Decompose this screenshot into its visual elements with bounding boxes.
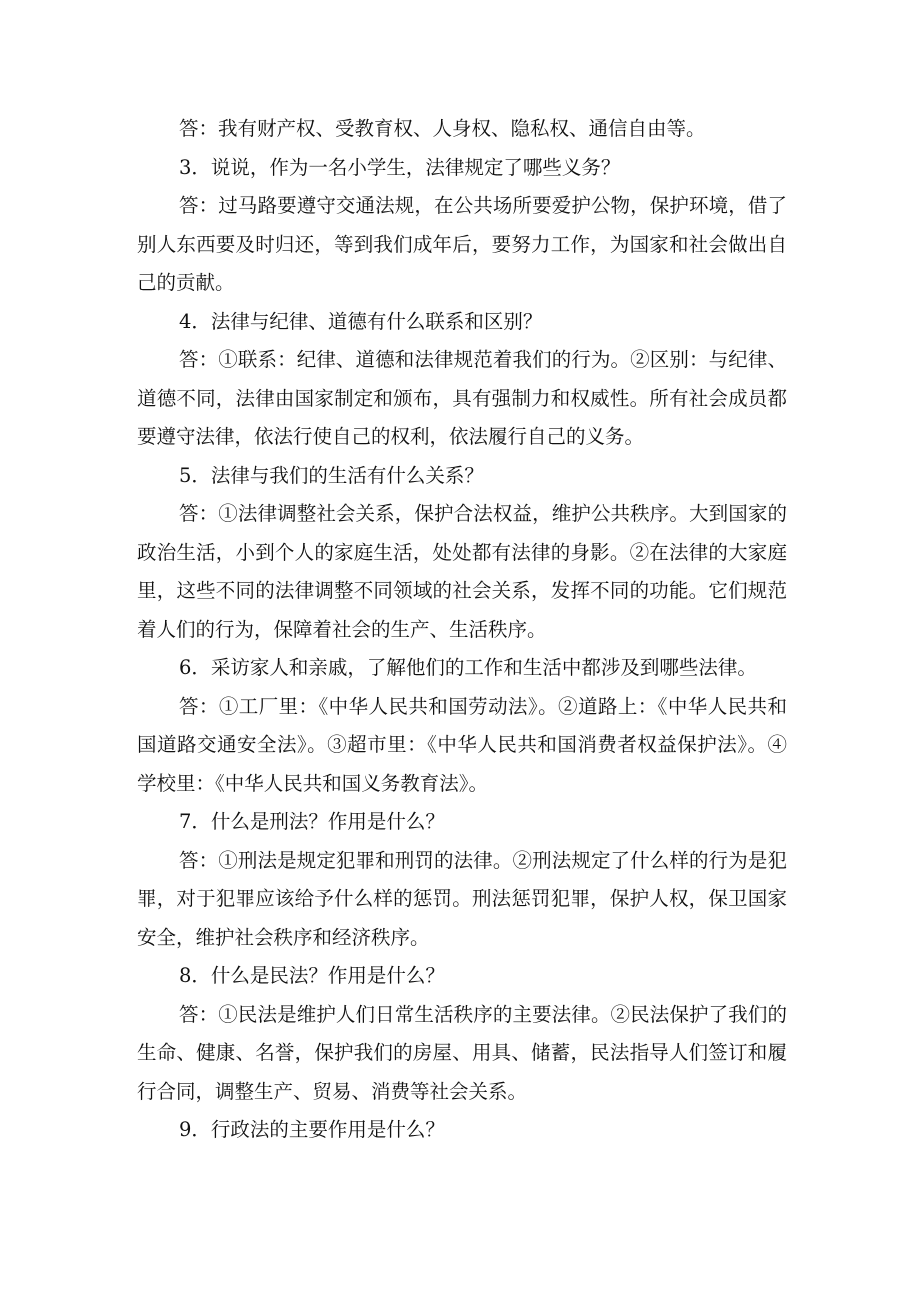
answer-paragraph: 答：①联系：纪律、道德和法律规范着我们的行为。②区别：与纪律、道德不同，法律由国家制定和颁布，具有强制力和权威性。所有社会成员都要遵守法律，依法行使自己的权利，依法履行自己的义务。 [137,348,787,448]
question-paragraph: 5．法律与我们的生活有什么关系？ [179,463,484,487]
question-paragraph: 9．行政法的主要作用是什么？ [179,1118,445,1141]
question-paragraph: 4．法律与纪律、道德有什么联系和区别？ [179,309,543,333]
document-page [137,110,787,1150]
question-paragraph: 8．什么是民法？作用是什么？ [179,964,445,987]
answer-paragraph: 答：①工厂里：《中华人民共和国劳动法》。②道路上：《中华人民共和国道路交通安全法》。③超市里：《中华人民共和国消费者权益保护法》。④学校里：《中华人民共和国义务教育法》。 [137,694,787,795]
question-paragraph: 6．采访家人和亲戚，了解他们的工作和生活中都涉及到哪些法律。 [179,656,757,679]
answer-paragraph: 答：①刑法是规定犯罪和刑罚的法律。②刑法规定了什么样的行为是犯罪，对于犯罪应该给予什么样的惩罚。刑法惩罚犯罪，保护人权，保卫国家安全，维护社会秩序和经济秩序。 [137,848,787,949]
answer-paragraph: 答：过马路要遵守交通法规，在公共场所要爱护公物，保护环境，借了别人东西要及时归还，等到我们成年后，要努力工作，为国家和社会做出自己的贡献。 [137,194,787,294]
question-paragraph: 7．什么是刑法？作用是什么？ [179,810,445,833]
answer-paragraph: 答：①法律调整社会关系，保护合法权益，维护公共秩序。大到国家的政治生活，小到个人的家庭生活，处处都有法律的身影。②在法律的大家庭里，这些不同的法律调整不同领域的社会关系，发挥不同的功能。它们规范着人们的行为，保障着社会的生产、生活秩序。 [137,502,787,641]
answer-paragraph: 答：我有财产权、受教育权、人身权、隐私权、通信自由等。 [179,117,706,140]
question-paragraph: 3．说说，作为一名小学生，法律规定了哪些义务？ [179,155,621,179]
answer-paragraph: 答：①民法是维护人们日常生活秩序的主要法律。②民法保护了我们的生命、健康、名誉，保护我们的房屋、用具、储蓄，民法指导人们签订和履行合同，调整生产、贸易、消费等社会关系。 [137,1002,787,1103]
